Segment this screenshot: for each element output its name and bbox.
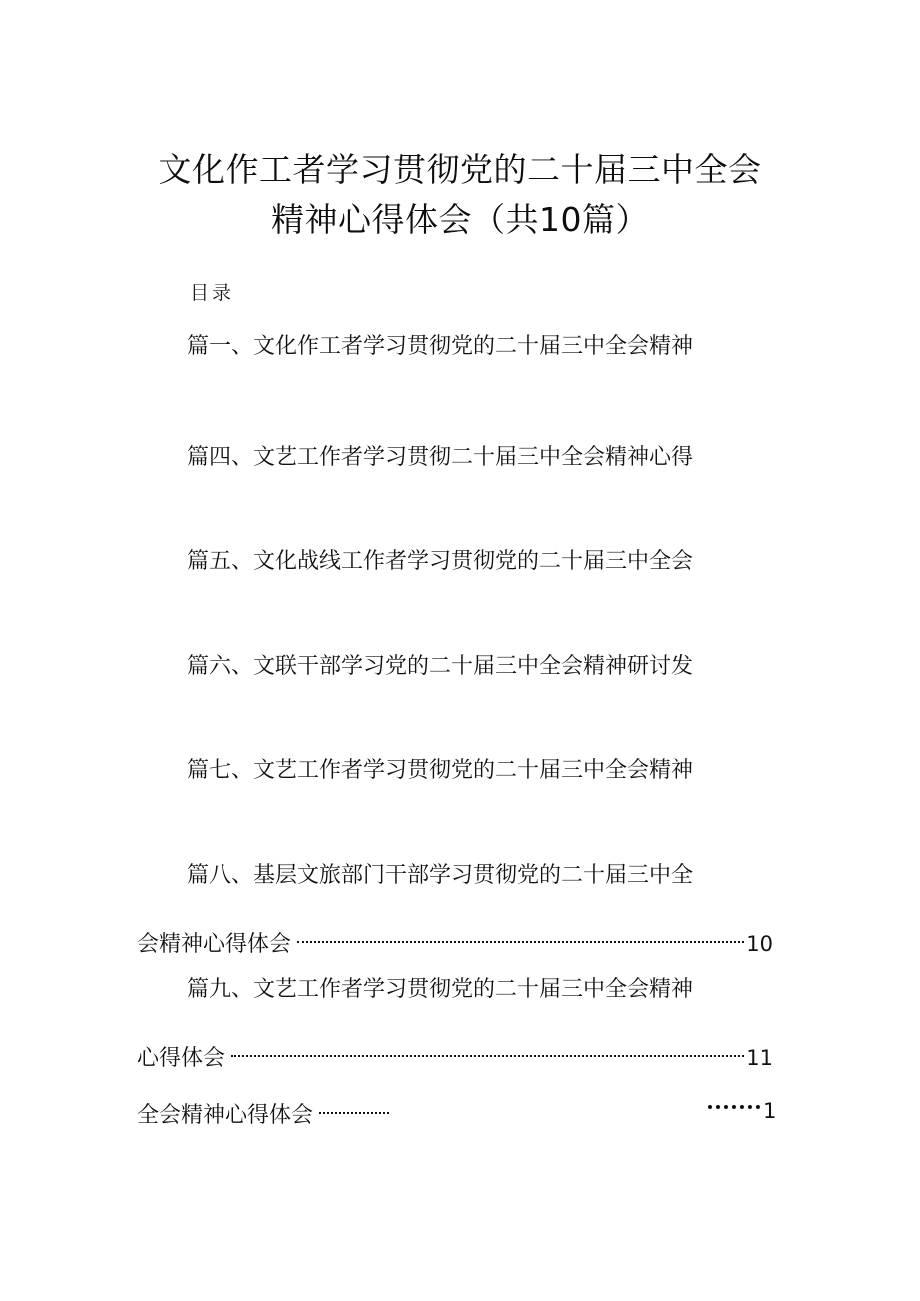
toc-entry-text: 心得体会 — [137, 1046, 226, 1071]
toc-entry-text: 会精神心得体会 — [137, 932, 292, 957]
dot-leader — [297, 919, 744, 951]
toc-entry-text: 全会精神心得体会 — [137, 1103, 314, 1128]
document-title-line-2: 精神心得体会（共10篇） — [271, 200, 649, 239]
dot-leader — [708, 1086, 760, 1118]
toc-entry-8-continuation[interactable] — [137, 919, 773, 961]
toc-entry-9-continuation[interactable] — [137, 1033, 773, 1075]
toc-entry-5[interactable]: 篇五、文化战线工作者学习贯彻党的二十届三中全会 — [187, 549, 694, 574]
document-title-line-1: 文化作工者学习贯彻党的二十届三中全会 — [158, 150, 762, 189]
toc-entry-7[interactable]: 篇七、文艺工作者学习贯彻党的二十届三中全会精神 — [187, 758, 694, 783]
page-number: 11 — [746, 1046, 773, 1070]
toc-last-line[interactable] — [137, 1090, 389, 1132]
toc-last-line-page — [708, 1086, 776, 1127]
dot-leader — [231, 1033, 744, 1065]
page-number: 10 — [746, 932, 773, 956]
toc-entry-1[interactable]: 篇一、文化作工者学习贯彻党的二十届三中全会精神 — [187, 334, 694, 359]
toc-entry-9[interactable]: 篇九、文艺工作者学习贯彻党的二十届三中全会精神 — [187, 977, 694, 1002]
dot-leader — [319, 1090, 389, 1122]
toc-entry-4[interactable]: 篇四、文艺工作者学习贯彻二十届三中全会精神心得 — [187, 445, 694, 470]
page-number: 1 — [763, 1099, 777, 1123]
toc-entry-6[interactable]: 篇六、文联干部学习党的二十届三中全会精神研讨发 — [187, 654, 694, 679]
toc-entry-8[interactable]: 篇八、基层文旅部门干部学习贯彻党的二十届三中全 — [187, 863, 694, 888]
toc-heading: 目录 — [190, 282, 235, 304]
